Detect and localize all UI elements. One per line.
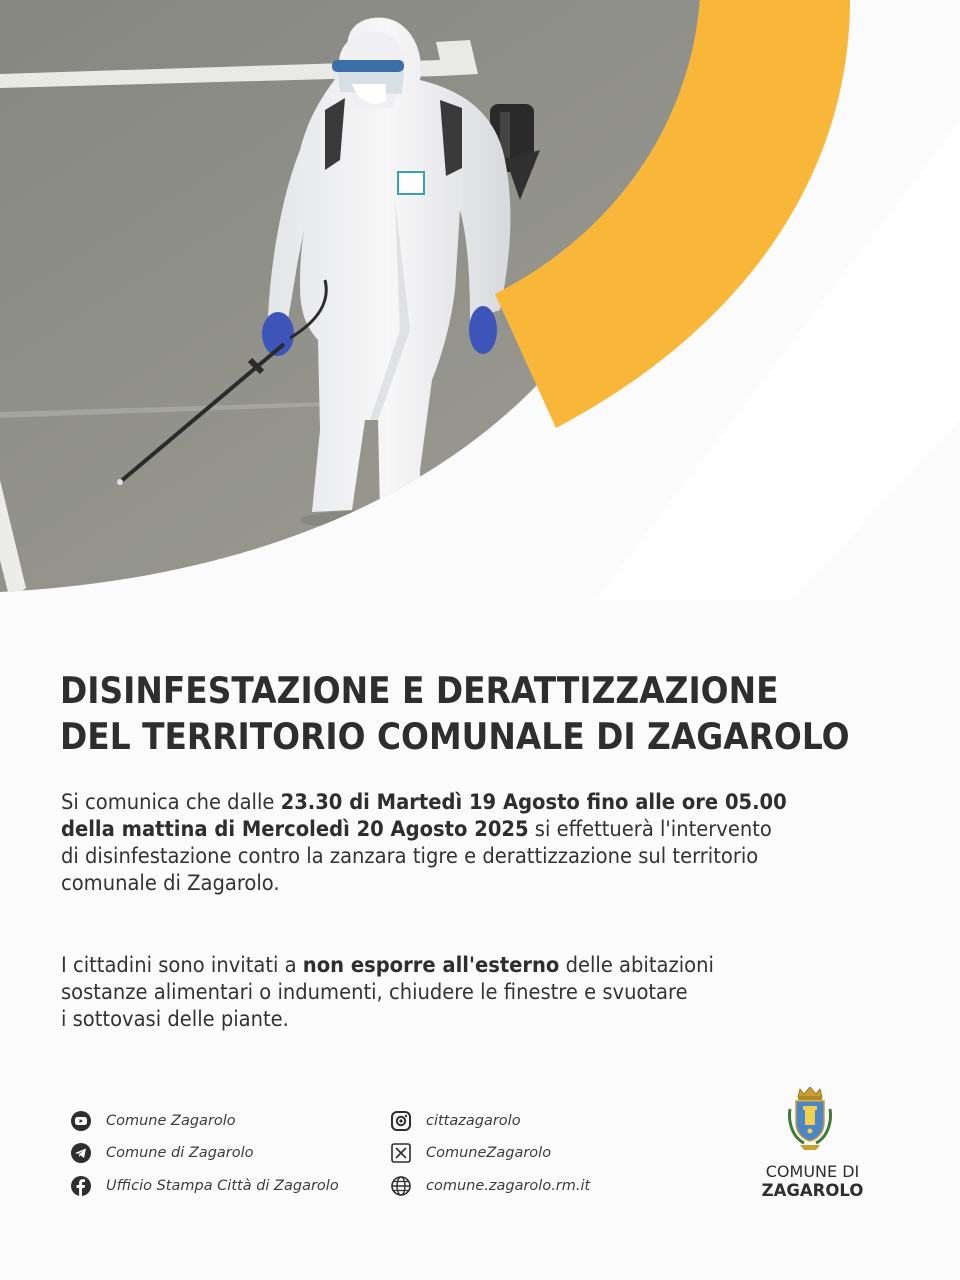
advice-paragraph bbox=[61, 952, 714, 1033]
coat-of-arms-icon bbox=[786, 1087, 834, 1151]
globe-icon bbox=[390, 1175, 412, 1197]
notice-text-1: si effettuerà l'intervento bbox=[528, 817, 772, 841]
social-facebook-label: Ufficio Stampa Città di Zagarolo bbox=[106, 1178, 339, 1194]
municipality-name bbox=[745, 1162, 880, 1200]
telegram-icon bbox=[70, 1142, 92, 1164]
x-icon bbox=[390, 1142, 412, 1164]
page-title bbox=[60, 668, 850, 760]
municipality-line-1: COMUNE DI bbox=[765, 1162, 860, 1181]
social-facebook[interactable] bbox=[70, 1175, 339, 1197]
social-website-label: comune.zagarolo.rm.it bbox=[426, 1178, 591, 1194]
notice-start-time: 23.30 di Martedì 19 Agosto fino alle ore 05.00 bbox=[280, 790, 787, 814]
social-x[interactable] bbox=[390, 1142, 551, 1164]
notice-end-time: della mattina di Mercoledì 20 Agosto 2025 bbox=[61, 817, 529, 841]
social-x-label: ComuneZagarolo bbox=[426, 1145, 552, 1161]
advice-text-1: delle abitazioni bbox=[559, 953, 714, 977]
notice-intro: Si comunica che dalle bbox=[61, 790, 281, 814]
advice-bold: non esporre all'esterno bbox=[302, 953, 560, 977]
social-instagram[interactable] bbox=[390, 1110, 521, 1132]
social-youtube[interactable] bbox=[70, 1110, 236, 1132]
social-youtube-label: Comune Zagarolo bbox=[106, 1113, 236, 1129]
instagram-icon bbox=[390, 1110, 412, 1132]
social-telegram-label: Comune di Zagarolo bbox=[106, 1145, 254, 1161]
advice-intro: I cittadini sono invitati a bbox=[61, 953, 303, 977]
notice-text-3: comunale di Zagarolo. bbox=[61, 871, 280, 895]
notice-text-2: di disinfestazione contro la zanzara tigre e derattizzazione sul territorio bbox=[61, 844, 759, 868]
social-website[interactable] bbox=[390, 1175, 590, 1197]
social-telegram[interactable] bbox=[70, 1142, 254, 1164]
municipality-line-2: ZAGAROLO bbox=[761, 1181, 864, 1200]
advice-text-2: sostanze alimentari o indumenti, chiudere le finestre e svuotare bbox=[61, 980, 688, 1004]
facebook-icon bbox=[70, 1175, 92, 1197]
youtube-icon bbox=[70, 1110, 92, 1132]
title-line-2: DEL TERRITORIO COMUNALE DI ZAGAROLO bbox=[60, 715, 850, 758]
social-instagram-label: cittazagarolo bbox=[426, 1113, 521, 1129]
notice-paragraph bbox=[61, 789, 787, 897]
title-line-1: DISINFESTAZIONE E DERATTIZZAZIONE bbox=[60, 669, 779, 712]
hero-photo bbox=[0, 0, 960, 600]
advice-text-3: i sottovasi delle piante. bbox=[61, 1007, 289, 1031]
